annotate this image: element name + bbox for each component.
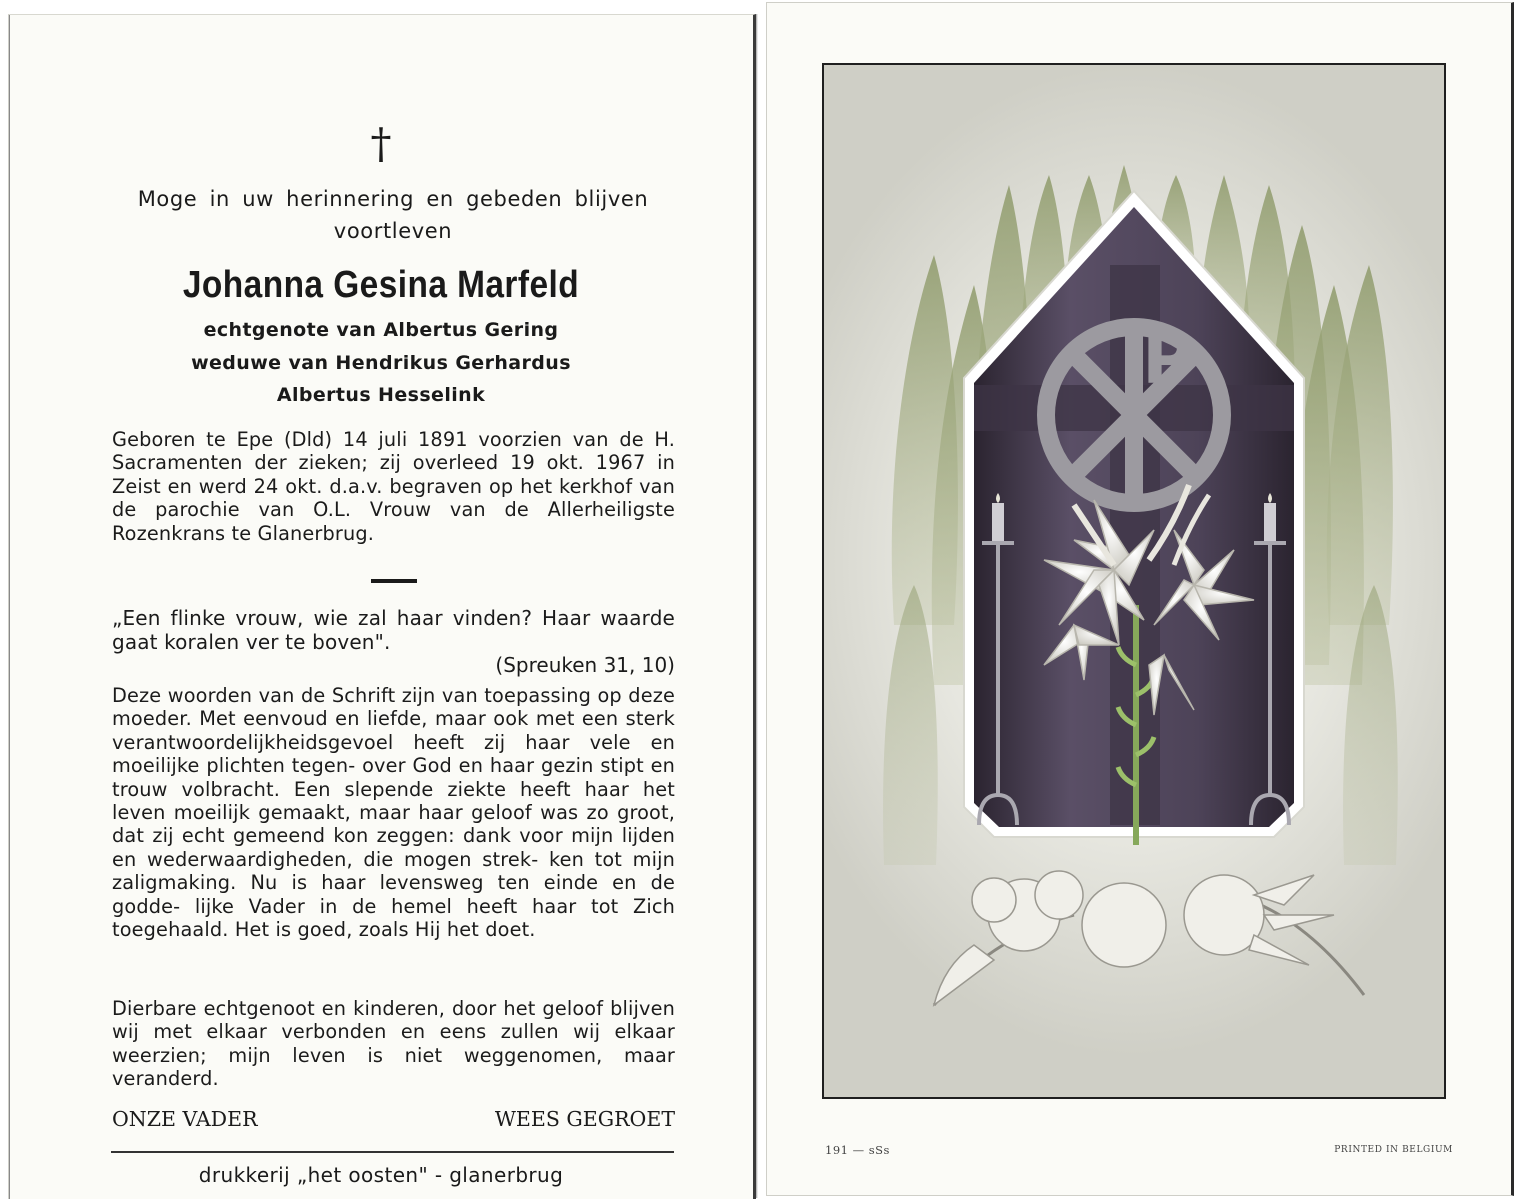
card-number: 191 — sSs — [825, 1143, 890, 1157]
bible-reference: (Spreuken 31, 10) — [495, 653, 675, 677]
closing-paragraph: Dierbare echtgenoot en kinderen, door het geloof blijven wij met elkaar verbonden en eens zullen wij elkaar weerzien; mijn leven is niet weggenomen, maar veranderd. — [112, 997, 675, 1091]
printed-in-label: PRINTED IN BELGIUM — [1334, 1145, 1453, 1155]
printer-credit: drukkerij „het oosten" - glanerbrug — [198, 1163, 564, 1187]
prayer-our-father: ONZE VADER — [112, 1107, 258, 1131]
intro-text: Moge in uw herinnering en gebeden blijven voortleven — [137, 187, 649, 243]
bible-quote: „Een flinke vrouw, wie zal haar vinden? Haar waarde gaat koralen ver te boven". — [112, 606, 675, 654]
memorial-card-text — [8, 14, 756, 1199]
separator-dash — [371, 579, 417, 583]
widow-line-2: Albertus Hesselink — [276, 384, 486, 406]
eulogy-paragraph: Deze woorden van de Schrift zijn van toepassing op deze moeder. Met eenvoud en liefde, maar ook met een sterk verantwoordelijkheidsgevoel heeft zij haar vele en moeilijke plichten tegen- over God en haar gezin stipt en trouw volbracht. Een slepende ziekte heeft haar het leven moeilijk gemaakt, maar haar geloof was zo groot, dat zij echt gemeend kon zeggen: dank voor mijn lijden en wederwaardigheden, die mogen strek- ken tot mijn zaligmaking. Nu is haar levensweg ten einde en de godde- lijke Vader in de hemel heeft haar tot Zich toegehaald. Het is goed, zoals Hij het doet. — [112, 684, 675, 942]
cross-icon: † — [370, 119, 392, 168]
deceased-name: Johanna Gesina Marfeld — [182, 264, 580, 306]
widow-line-1: weduwe van Hendrikus Gerhardus — [191, 352, 571, 374]
spouse-line: echtgenote van Albertus Gering — [203, 319, 559, 341]
bottom-flowers — [934, 871, 1364, 1005]
religious-illustration — [824, 65, 1444, 1097]
svg-text:P: P — [1142, 318, 1194, 400]
footer-rule — [111, 1151, 674, 1153]
memorial-card-image — [766, 2, 1514, 1196]
illustration-frame — [822, 63, 1446, 1099]
prayer-hail-mary: WEES GEGROET — [494, 1107, 675, 1131]
birth-death-paragraph: Geboren te Epe (Dld) 14 juli 1891 voorzien van de H. Sacramenten der zieken; zij overleed 19 okt. 1967 in Zeist en werd 24 okt. d.a.v. begraven op het kerkhof van de parochie van O.L. Vrouw van de Allerheiligste Rozenkrans te Glanerbrug. — [112, 428, 675, 545]
